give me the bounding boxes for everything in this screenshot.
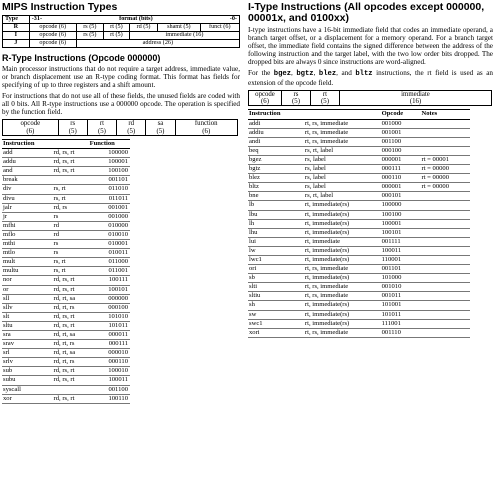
itype-operands: rt, rs, immediate — [304, 328, 381, 337]
rtype-list-header-cell — [53, 140, 89, 149]
rtype-function: 010011 — [89, 249, 130, 258]
rtype-row — [2, 358, 130, 367]
itype-opcode: 100100 — [381, 210, 421, 219]
itype-notes: rt = 00001 — [421, 155, 471, 164]
rtype-operands: rd, rt, rs — [53, 358, 89, 367]
itype-row — [248, 283, 470, 292]
itype-operands: rt, rs, immediate — [304, 119, 381, 128]
itype-opcode: 001011 — [381, 292, 421, 301]
itype-mnemonic: xori — [248, 328, 304, 337]
rtype-list-header — [2, 140, 130, 149]
itype-operands: rt, immediate(rs) — [304, 219, 381, 228]
itype-mnemonic: lbu — [248, 210, 304, 219]
format-header-type: Type — [3, 16, 30, 24]
rtype-operands: rd, rs, rt — [53, 376, 89, 385]
itype-instruction-list — [248, 109, 470, 337]
rtype-field: sa (5) — [146, 120, 175, 136]
itype-row — [248, 319, 470, 328]
code-bltz: bltz — [355, 70, 373, 79]
rtype-mnemonic: and — [2, 167, 53, 176]
rtype-mnemonic: sltu — [2, 321, 53, 330]
format-row-i — [3, 31, 240, 39]
itype-opcode: 101001 — [381, 301, 421, 310]
itype-opcode: 110001 — [381, 255, 421, 264]
itype-row — [248, 128, 470, 137]
rtype-function: 001001 — [89, 203, 130, 212]
code-bgtz: bgtz — [296, 70, 314, 79]
itype-row — [248, 119, 470, 128]
rtype-mnemonic: div — [2, 185, 53, 194]
itype-operands: rt, rs, immediate — [304, 265, 381, 274]
rtype-list-header-cell: Instruction — [2, 140, 53, 149]
rtype-function: 100101 — [89, 285, 130, 294]
rtype-function: 100010 — [89, 367, 130, 376]
rtype-operands: rs, rt — [53, 258, 89, 267]
itype-opcode: 111001 — [381, 319, 421, 328]
rtype-row — [2, 258, 130, 267]
format-cell: address (26) — [76, 39, 239, 47]
itype-operands: rs, label — [304, 174, 381, 183]
itype-row — [248, 292, 470, 301]
rtype-mnemonic: multu — [2, 267, 53, 276]
format-header-title: format (bits) — [119, 15, 153, 22]
itype-operands: rt, immediate(rs) — [304, 228, 381, 237]
itype-heading: I-Type Instructions (All opcodes except 000000, 00001x, and 0100xx) — [248, 1, 485, 24]
rtype-mnemonic: mult — [2, 258, 53, 267]
rtype-operands — [53, 385, 89, 394]
rtype-row — [2, 367, 130, 376]
itype-notes — [421, 137, 471, 146]
itype-mnemonic: bltz — [248, 183, 304, 192]
format-cell: opcode (6) — [29, 31, 76, 39]
rtype-function: 000100 — [89, 303, 130, 312]
page-title: MIPS Instruction Types — [2, 1, 118, 13]
itype-notes — [421, 274, 471, 283]
rtype-operands: rd, rs, rt — [53, 167, 89, 176]
itype-row — [248, 183, 470, 192]
rtype-operands: rd, rs, rt — [53, 158, 89, 167]
rtype-function: 010001 — [89, 240, 130, 249]
rtype-row — [2, 212, 130, 221]
rtype-operands: rd, rs, rt — [53, 312, 89, 321]
rtype-operands: rd, rs, rt — [53, 276, 89, 285]
rtype-operands: rd — [53, 221, 89, 230]
rtype-mnemonic: divu — [2, 194, 53, 203]
itype-opcode: 000111 — [381, 165, 421, 174]
itype-mnemonic: addiu — [248, 128, 304, 137]
rtype-heading: R-Type Instructions (Opcode 000000) — [2, 52, 161, 63]
itype-row — [248, 201, 470, 210]
rtype-mnemonic: mflo — [2, 230, 53, 239]
itype-operands: rt, immediate(rs) — [304, 255, 381, 264]
itype-row — [248, 328, 470, 337]
rtype-row — [2, 230, 130, 239]
itype-opcode: 001100 — [381, 137, 421, 146]
rtype-row — [2, 221, 130, 230]
itype-opcode: 001111 — [381, 237, 421, 246]
itype-opcode: 100011 — [381, 246, 421, 255]
rtype-function: 011000 — [89, 258, 130, 267]
rtype-function: 100111 — [89, 276, 130, 285]
itype-row — [248, 165, 470, 174]
itype-opcode: 000110 — [381, 174, 421, 183]
itype-field-row — [249, 90, 492, 106]
rtype-function: 010000 — [89, 221, 130, 230]
itype-operands: rs, rt, label — [304, 192, 381, 201]
itype-list-header-cell — [304, 110, 381, 119]
itype-list-header-cell: Instruction — [248, 110, 304, 119]
itype-opcode: 001110 — [381, 328, 421, 337]
rtype-paragraph-2: For instructions that do not use all of these fields, the unused fields are coded with all 0 bits. All R-type instructions use a 000000 opcode. The operation is specified by the function field. — [2, 91, 240, 117]
itype-notes: rt = 00000 — [421, 165, 471, 174]
itype-field: opcode (6) — [249, 90, 282, 106]
rtype-mnemonic: sra — [2, 330, 53, 339]
rtype-operands — [53, 176, 89, 185]
rtype-operands: rs — [53, 212, 89, 221]
itype-row — [248, 192, 470, 201]
itype-notes — [421, 237, 471, 246]
itype-row — [248, 174, 470, 183]
itype-operands: rs, label — [304, 165, 381, 174]
itype-opcode: 100001 — [381, 219, 421, 228]
itype-operands: rt, rs, immediate — [304, 283, 381, 292]
itype-mnemonic: andi — [248, 137, 304, 146]
itype-notes — [421, 246, 471, 255]
rtype-operands: rs, rt — [53, 267, 89, 276]
rtype-mnemonic: xor — [2, 394, 53, 403]
itype-mnemonic: bgez — [248, 155, 304, 164]
rtype-row — [2, 303, 130, 312]
itype-mnemonic: lw — [248, 246, 304, 255]
rtype-row — [2, 176, 130, 185]
format-cell: rs (5) — [76, 23, 103, 31]
itype-opcode: 001000 — [381, 119, 421, 128]
rtype-function: 011011 — [89, 194, 130, 203]
rtype-field: rs (5) — [58, 120, 87, 136]
rtype-operands: rd, rs, rt — [53, 285, 89, 294]
rtype-row — [2, 267, 130, 276]
itype-notes — [421, 292, 471, 301]
rtype-mnemonic: sub — [2, 367, 53, 376]
itype-mnemonic: sw — [248, 310, 304, 319]
rtype-row — [2, 321, 130, 330]
rtype-paragraph-1: Main processor instructions that do not require a target address, immediate value, or branch displacement use an R-type coding format. This format has fields for specifying of up to three registers and a shift amount. — [2, 64, 240, 89]
itype-row — [248, 265, 470, 274]
itype-row — [248, 228, 470, 237]
rtype-operands: rd, rs, rt — [53, 321, 89, 330]
rtype-row — [2, 340, 130, 349]
rtype-function: 010010 — [89, 230, 130, 239]
rtype-row — [2, 276, 130, 285]
rtype-mnemonic: jr — [2, 212, 53, 221]
format-type: R — [3, 23, 30, 31]
itype-opcode: 101000 — [381, 274, 421, 283]
itype-notes — [421, 128, 471, 137]
format-cell: rt (5) — [103, 31, 129, 39]
rtype-operands: rd, rs — [53, 203, 89, 212]
itype-notes — [421, 146, 471, 155]
rtype-row — [2, 312, 130, 321]
itype-notes — [421, 328, 471, 337]
itype-row — [248, 137, 470, 146]
itype-operands: rt, immediate(rs) — [304, 210, 381, 219]
rtype-function: 101010 — [89, 312, 130, 321]
itype-opcode: 000100 — [381, 146, 421, 155]
itype-operands: rs, rt, label — [304, 146, 381, 155]
itype-opcode: 100101 — [381, 228, 421, 237]
itype-notes — [421, 201, 471, 210]
itype-row — [248, 246, 470, 255]
rtype-operands: rd, rt, rs — [53, 303, 89, 312]
rtype-mnemonic: srav — [2, 340, 53, 349]
rtype-row — [2, 167, 130, 176]
rtype-field-diagram — [2, 119, 238, 136]
rtype-function: 000110 — [89, 358, 130, 367]
rtype-function: 000010 — [89, 349, 130, 358]
itype-field: immediate (16) — [340, 90, 492, 106]
format-cell: rt (5) — [103, 23, 129, 31]
itype-field: rs (5) — [282, 90, 311, 106]
rtype-function: 000111 — [89, 340, 130, 349]
itype-notes — [421, 283, 471, 292]
itype-row — [248, 210, 470, 219]
itype-mnemonic: slti — [248, 283, 304, 292]
itype-notes — [421, 319, 471, 328]
rtype-row — [2, 376, 130, 385]
itype-mnemonic: lhu — [248, 228, 304, 237]
itype-opcode: 000101 — [381, 192, 421, 201]
rtype-operands: rd, rt, sa — [53, 330, 89, 339]
rtype-mnemonic: mfhi — [2, 221, 53, 230]
itype-operands: rt, immediate(rs) — [304, 201, 381, 210]
itype-opcode: 000001 — [381, 183, 421, 192]
format-cell: rs (5) — [76, 31, 103, 39]
rtype-mnemonic: jalr — [2, 203, 53, 212]
rtype-function: 100000 — [89, 149, 130, 158]
rtype-mnemonic: or — [2, 285, 53, 294]
itype-field: rt (5) — [311, 90, 340, 106]
rtype-operands: rd, rt, rs — [53, 340, 89, 349]
itype-opcode: 000001 — [381, 155, 421, 164]
itype-operands: rt, immediate — [304, 237, 381, 246]
format-cell: immediate (16) — [129, 31, 239, 39]
itype-mnemonic: lui — [248, 237, 304, 246]
rtype-operands: rd, rs, rt — [53, 367, 89, 376]
rtype-function: 000011 — [89, 330, 130, 339]
rtype-row — [2, 240, 130, 249]
format-row-j — [3, 39, 240, 47]
itype-row — [248, 301, 470, 310]
itype-opcode: 001101 — [381, 265, 421, 274]
rtype-mnemonic: srlv — [2, 358, 53, 367]
rtype-mnemonic: addu — [2, 158, 53, 167]
itype-mnemonic: lh — [248, 219, 304, 228]
rtype-operands: rs — [53, 240, 89, 249]
itype-mnemonic: swc1 — [248, 319, 304, 328]
rtype-function: 011001 — [89, 267, 130, 276]
itype-notes — [421, 310, 471, 319]
rtype-function: 001100 — [89, 385, 130, 394]
rtype-row — [2, 158, 130, 167]
rtype-operands: rd, rt, sa — [53, 294, 89, 303]
rtype-function: 100110 — [89, 394, 130, 403]
format-cell: rd (5) — [129, 23, 157, 31]
itype-mnemonic: blez — [248, 174, 304, 183]
itype-operands: rt, immediate(rs) — [304, 246, 381, 255]
itype-notes — [421, 265, 471, 274]
format-header-msb: -31- — [31, 15, 43, 22]
itype-mnemonic: bgtz — [248, 165, 304, 174]
itype-notes — [421, 210, 471, 219]
rtype-row — [2, 285, 130, 294]
rtype-function: 100100 — [89, 167, 130, 176]
itype-mnemonic: bne — [248, 192, 304, 201]
rtype-operands: rd, rs, rt — [53, 394, 89, 403]
itype-notes — [421, 192, 471, 201]
format-cell: funct (6) — [200, 23, 239, 31]
rtype-row — [2, 194, 130, 203]
itype-row — [248, 155, 470, 164]
rtype-mnemonic: srl — [2, 349, 53, 358]
itype-opcode: 001001 — [381, 128, 421, 137]
rtype-operands: rs — [53, 249, 89, 258]
itype-row — [248, 237, 470, 246]
rtype-function: 011010 — [89, 185, 130, 194]
itype-opcode: 100000 — [381, 201, 421, 210]
itype-notes — [421, 255, 471, 264]
itype-notes — [421, 219, 471, 228]
rtype-field-row — [3, 120, 238, 136]
itype-operands: rt, rs, immediate — [304, 292, 381, 301]
rtype-mnemonic: sllv — [2, 303, 53, 312]
rtype-function: 100011 — [89, 376, 130, 385]
format-header-lsb: -0- — [229, 15, 237, 22]
rtype-mnemonic: add — [2, 149, 53, 158]
itype-operands: rt, immediate(rs) — [304, 301, 381, 310]
rtype-mnemonic: sll — [2, 294, 53, 303]
itype-row — [248, 146, 470, 155]
itype-operands: rt, rs, immediate — [304, 128, 381, 137]
format-type: I — [3, 31, 30, 39]
rtype-function: 000000 — [89, 294, 130, 303]
rtype-function: 001000 — [89, 212, 130, 221]
itype-notes — [421, 119, 471, 128]
itype-operands: rt, immediate(rs) — [304, 310, 381, 319]
rtype-function: 100001 — [89, 158, 130, 167]
itype-list-header-cell: Opcode — [381, 110, 421, 119]
rtype-operands: rs, rt — [53, 185, 89, 194]
format-cell: opcode (6) — [29, 39, 76, 47]
rtype-operands: rs, rt — [53, 194, 89, 203]
rtype-operands: rd, rs, rt — [53, 149, 89, 158]
itype-operands: rs, label — [304, 155, 381, 164]
itype-notes — [421, 301, 471, 310]
itype-list-header-cell: Notes — [421, 110, 471, 119]
rtype-row — [2, 330, 130, 339]
rtype-row — [2, 294, 130, 303]
rtype-row — [2, 185, 130, 194]
itype-operands: rt, immediate(rs) — [304, 319, 381, 328]
rtype-field: opcode (6) — [3, 120, 59, 136]
left-column — [2, 2, 240, 404]
itype-field-diagram — [248, 90, 492, 107]
code-bgez: bgez — [273, 70, 292, 79]
rtype-operands: rd, rt, sa — [53, 349, 89, 358]
itype-row — [248, 255, 470, 264]
rtype-field: rd (5) — [117, 120, 146, 136]
rtype-mnemonic: break — [2, 176, 53, 185]
rtype-mnemonic: mtlo — [2, 249, 53, 258]
rtype-row — [2, 203, 130, 212]
rtype-mnemonic: subu — [2, 376, 53, 385]
rtype-row — [2, 149, 130, 158]
code-blez: blez — [318, 70, 337, 79]
itype-row — [248, 274, 470, 283]
rtype-field: function (6) — [175, 120, 237, 136]
format-cell: opcode (6) — [29, 23, 76, 31]
itype-mnemonic: sh — [248, 301, 304, 310]
itype-mnemonic: beq — [248, 146, 304, 155]
rtype-row — [2, 394, 130, 403]
itype-opcode: 001010 — [381, 283, 421, 292]
rtype-mnemonic: mthi — [2, 240, 53, 249]
rtype-row — [2, 249, 130, 258]
itype-operands: rt, immediate(rs) — [304, 274, 381, 283]
format-type: J — [3, 39, 30, 47]
itype-operands: rt, rs, immediate — [304, 137, 381, 146]
format-table — [2, 15, 240, 48]
itype-mnemonic: sb — [248, 274, 304, 283]
rtype-field: rt (5) — [87, 120, 116, 136]
itype-notes: rt = 00000 — [421, 174, 471, 183]
rtype-mnemonic: syscall — [2, 385, 53, 394]
rtype-list-header-cell: Function — [89, 140, 130, 149]
itype-mnemonic: ori — [248, 265, 304, 274]
rtype-row — [2, 385, 130, 394]
rtype-row — [2, 349, 130, 358]
itype-mnemonic: lb — [248, 201, 304, 210]
itype-opcode: 101011 — [381, 310, 421, 319]
itype-row — [248, 310, 470, 319]
itype-paragraph-1: I-type instructions have a 16-bit immediate field that codes an immediate operand, a branch target offset, or a displacement for a memory operand. For a branch target offset, the immediate field contains the signed difference between the address of the following instruction and the target label, with the two low order bits dropped. The dropped bits are always 0 since instructions are word-aligned. — [248, 26, 493, 67]
itype-paragraph-2: For the bgez, bgtz, blez, and bltz instructions, the rt field is used as an extension of the opcode field. — [248, 69, 494, 87]
rtype-function: 101011 — [89, 321, 130, 330]
rtype-operands: rd — [53, 230, 89, 239]
itype-mnemonic: sltiu — [248, 292, 304, 301]
rtype-instruction-list — [2, 139, 130, 404]
rtype-function: 001101 — [89, 176, 130, 185]
itype-notes — [421, 228, 471, 237]
itype-operands: rs, label — [304, 183, 381, 192]
rtype-mnemonic: nor — [2, 276, 53, 285]
itype-notes: rt = 00000 — [421, 183, 471, 192]
format-cell: shamt (5) — [158, 23, 200, 31]
itype-mnemonic: addi — [248, 119, 304, 128]
itype-mnemonic: lwc1 — [248, 255, 304, 264]
rtype-mnemonic: slt — [2, 312, 53, 321]
itype-row — [248, 219, 470, 228]
itype-list-header — [248, 110, 470, 119]
right-column — [248, 2, 493, 338]
